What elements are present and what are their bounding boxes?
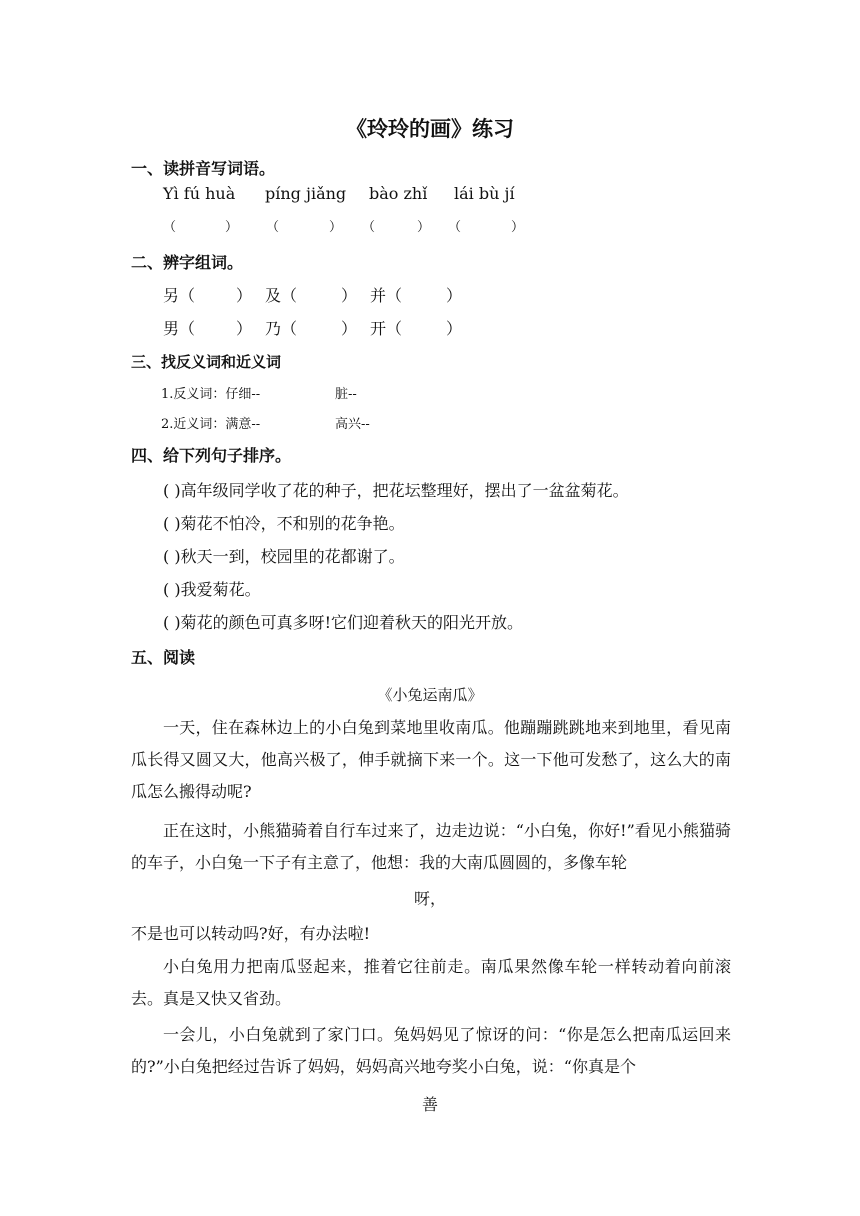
char-item-4: 男（	[163, 319, 196, 338]
story-title: 《小兔运南瓜》	[377, 686, 483, 704]
synonym-item-2: 高兴--	[335, 417, 370, 432]
section-1-heading: 一、读拼音写词语。	[131, 159, 276, 178]
char-item-6: 开（	[370, 319, 403, 338]
char-item-2: 及（	[265, 286, 298, 305]
section-2-heading: 二、辨字组词。	[131, 253, 244, 272]
sentence-item-1: ( )高年级同学收了花的种子，把花坛整理好，摆出了一盆盆菊花。	[163, 481, 629, 500]
char-item-2-close: ）	[341, 286, 358, 305]
answer-paren-2-close: ）	[329, 220, 343, 235]
story-paragraph-1: 一天，住在森林边上的小白兔到菜地里收南瓜。他蹦蹦跳跳地来到地里，看见南瓜长得又圆又大，他高兴极了，伸手就摘下来一个。这一下他可发愁了，这么大的南瓜怎么搬得动呢?	[131, 718, 731, 801]
char-item-1-close: ）	[236, 286, 253, 305]
pinyin-4: lái bù jí	[454, 184, 515, 203]
sentence-item-5: ( )菊花的颜色可真多呀!它们迎着秋天的阳光开放。	[163, 613, 524, 632]
synonym-label: 2.近义词：满意--	[161, 417, 261, 432]
char-item-5: 乃（	[265, 319, 298, 338]
pinyin-3: bào zhǐ	[369, 184, 428, 203]
char-item-3: 并（	[370, 286, 403, 305]
story-paragraph-2-continuation: 不是也可以转动吗?好，有办法啦!	[131, 924, 371, 943]
char-item-4-close: ）	[236, 319, 253, 338]
antonym-label: 1.反义词：仔细--	[161, 387, 261, 402]
answer-paren-4-close: ）	[511, 220, 525, 235]
answer-paren-1-close: ）	[225, 220, 239, 235]
answer-paren-3-close: ）	[417, 220, 431, 235]
char-item-1: 另（	[163, 286, 196, 305]
char-item-6-close: ）	[446, 319, 463, 338]
story-paragraph-2: 正在这时，小熊猫骑着自行车过来了，边走边说：“小白兔，你好!”看见小熊猫骑的车子，小白兔一下子有主意了，他想：我的大南瓜圆圆的，多像车轮	[131, 821, 731, 872]
section-5-heading: 五、阅读	[131, 648, 196, 667]
page-title: 《玲玲的画》练习	[346, 116, 514, 141]
story-paragraph-4-line-end: 善	[421, 1095, 438, 1114]
sentence-item-4: ( )我爱菊花。	[163, 580, 261, 599]
answer-paren-1-open: （	[163, 220, 177, 235]
section-3-heading: 三、找反义词和近义词	[131, 353, 282, 371]
section-4-heading: 四、给下列句子排序。	[131, 446, 292, 465]
sentence-item-2: ( )菊花不怕冷，不和别的花争艳。	[163, 514, 405, 533]
story-paragraph-3: 小白兔用力把南瓜竖起来，推着它往前走。南瓜果然像车轮一样转动着向前滚去。真是又快又省劲。	[131, 957, 731, 1008]
story-paragraph-2-line-end: 呀，	[413, 889, 446, 908]
answer-paren-3-open: （	[362, 220, 376, 235]
sentence-item-3: ( )秋天一到，校园里的花都谢了。	[163, 547, 405, 566]
story-paragraph-4: 一会儿，小白兔就到了家门口。兔妈妈见了惊讶的问：“你是怎么把南瓜运回来的?”小白兔把经过告诉了妈妈，妈妈高兴地夸奖小白兔，说：“你真是个	[131, 1025, 731, 1076]
pinyin-1: Yì fú huà	[163, 184, 236, 203]
answer-paren-4-open: （	[448, 220, 462, 235]
char-item-3-close: ）	[446, 286, 463, 305]
answer-paren-2-open: （	[266, 220, 280, 235]
pinyin-2: píng jiǎng	[265, 184, 347, 203]
char-item-5-close: ）	[341, 319, 358, 338]
antonym-item-2: 脏--	[335, 387, 357, 402]
